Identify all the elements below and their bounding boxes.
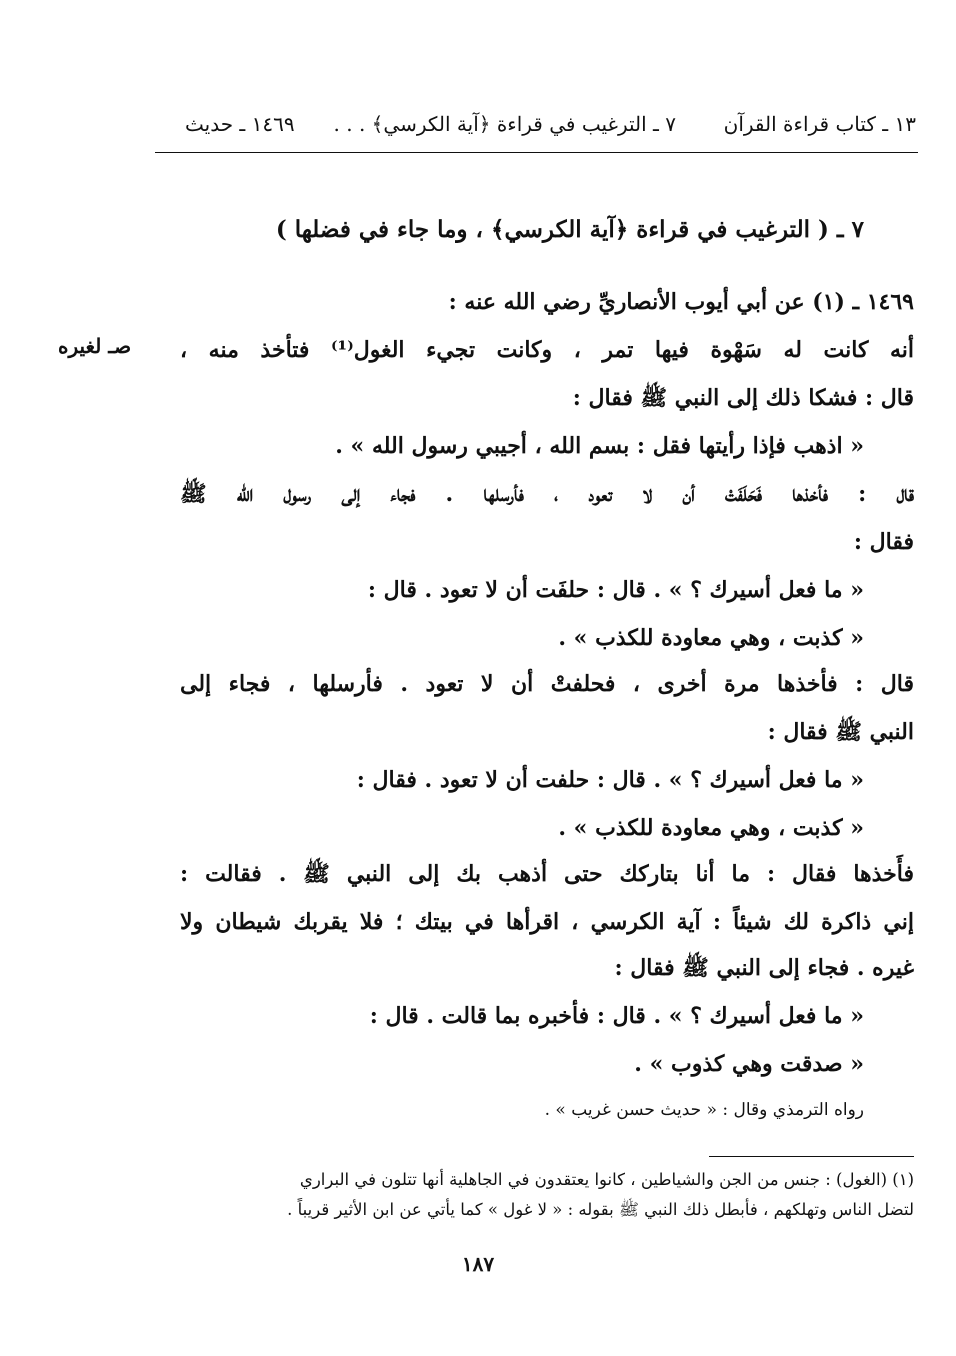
- header-section-title: ٧ ـ الترغيب في قراءة ﴿آية الكرسي﴾ . . .: [333, 112, 676, 136]
- hadith-line: غيره . فجاء إلى النبي ﷺ فقال :: [614, 955, 914, 981]
- hadith-line: فأَخذها فقال : ما أنا بتاركك حتى أذهب بك إلى النبي ﷺ . فقالت :: [180, 861, 914, 887]
- footnote-divider: [709, 1156, 914, 1157]
- hadith-line: قال : فأخذها مرة أخرى ، فحلفتْ أن لا تعود . فأرسلها ، فجاء إلى: [180, 671, 914, 697]
- header-book-title: ١٣ ـ كتاب قراءة القرآن: [723, 112, 916, 136]
- hadith-line: « ما فعل أسيرك ؟ » . قال : حلفت أن لا تعود . فقال :: [356, 767, 864, 793]
- hadith-line: « كذبت ، وهي معاودة للكذب » .: [558, 625, 864, 651]
- hadith-line: قال : فأخذها فَحَلَفَتْ أن لا تعود ، فأرسلها . فجاء إلى رسول الله ﷺ: [180, 481, 914, 507]
- grading-note: صـ لغيره: [58, 334, 132, 358]
- chapter-title: ٧ ـ ( الترغيب في قراءة ﴿آية الكرسي﴾ ، وما جاء في فضلها ): [275, 216, 864, 243]
- footnote-line: (١) (الغول) : جنس من الجن والشياطين ، كانوا يعتقدون في الجاهلية أنها تتلون في البراري: [299, 1170, 914, 1189]
- running-header: [185, 112, 916, 142]
- hadith-line: إني ذاكرة لك شيئاً : آية الكرسي ، اقرأها في بيتك ؛ فلا يقربك شيطان ولا: [180, 909, 914, 935]
- hadith-line: أنه كانت له سَهْوة فيها تمر ، وكانت تجيء الغول⁽¹⁾ فتأخذ منه ،: [180, 337, 914, 363]
- hadith-opening-line: [60, 284, 914, 320]
- hadith-source: رواه الترمذي وقال : « حديث حسن غريب » .: [544, 1100, 864, 1120]
- hadith-line: « ما فعل أسيرك ؟ » . قال : فأخبره بما قالت . قال :: [369, 1003, 864, 1029]
- hadith-number: ١٤٦٩ ـ (١): [812, 289, 914, 315]
- hadith-line: « كذبت ، وهي معاودة للكذب » .: [558, 815, 864, 841]
- header-hadith-range: ١٤٦٩ ـ حديث: [185, 112, 295, 136]
- hadith-line: « صدقت وهي كذوب » .: [634, 1051, 864, 1077]
- hadith-line: فقال :: [853, 529, 914, 555]
- hadith-line: عن أبي أيوب الأنصاريِّ رضي الله عنه :: [448, 289, 805, 315]
- hadith-line: « ما فعل أسيرك ؟ » . قال : حلفَت أن لا تعود . قال :: [367, 577, 864, 603]
- footnote-line: لتضل الناس وتهلكهم ، فأبطل ذلك النبي ﷺ بقوله : « لا غول » كما يأتي عن ابن الأثير قريباً .: [287, 1200, 914, 1219]
- header-divider: [155, 152, 918, 153]
- page-number: ١٨٧: [461, 1252, 495, 1276]
- hadith-line: النبي ﷺ فقال :: [767, 719, 914, 745]
- hadith-line: « اذهب فإذا رأيتها فقل : بسم الله ، أجيبي رسول الله » .: [335, 433, 864, 459]
- hadith-line: قال : فشكا ذلك إلى النبي ﷺ فقال :: [572, 385, 914, 411]
